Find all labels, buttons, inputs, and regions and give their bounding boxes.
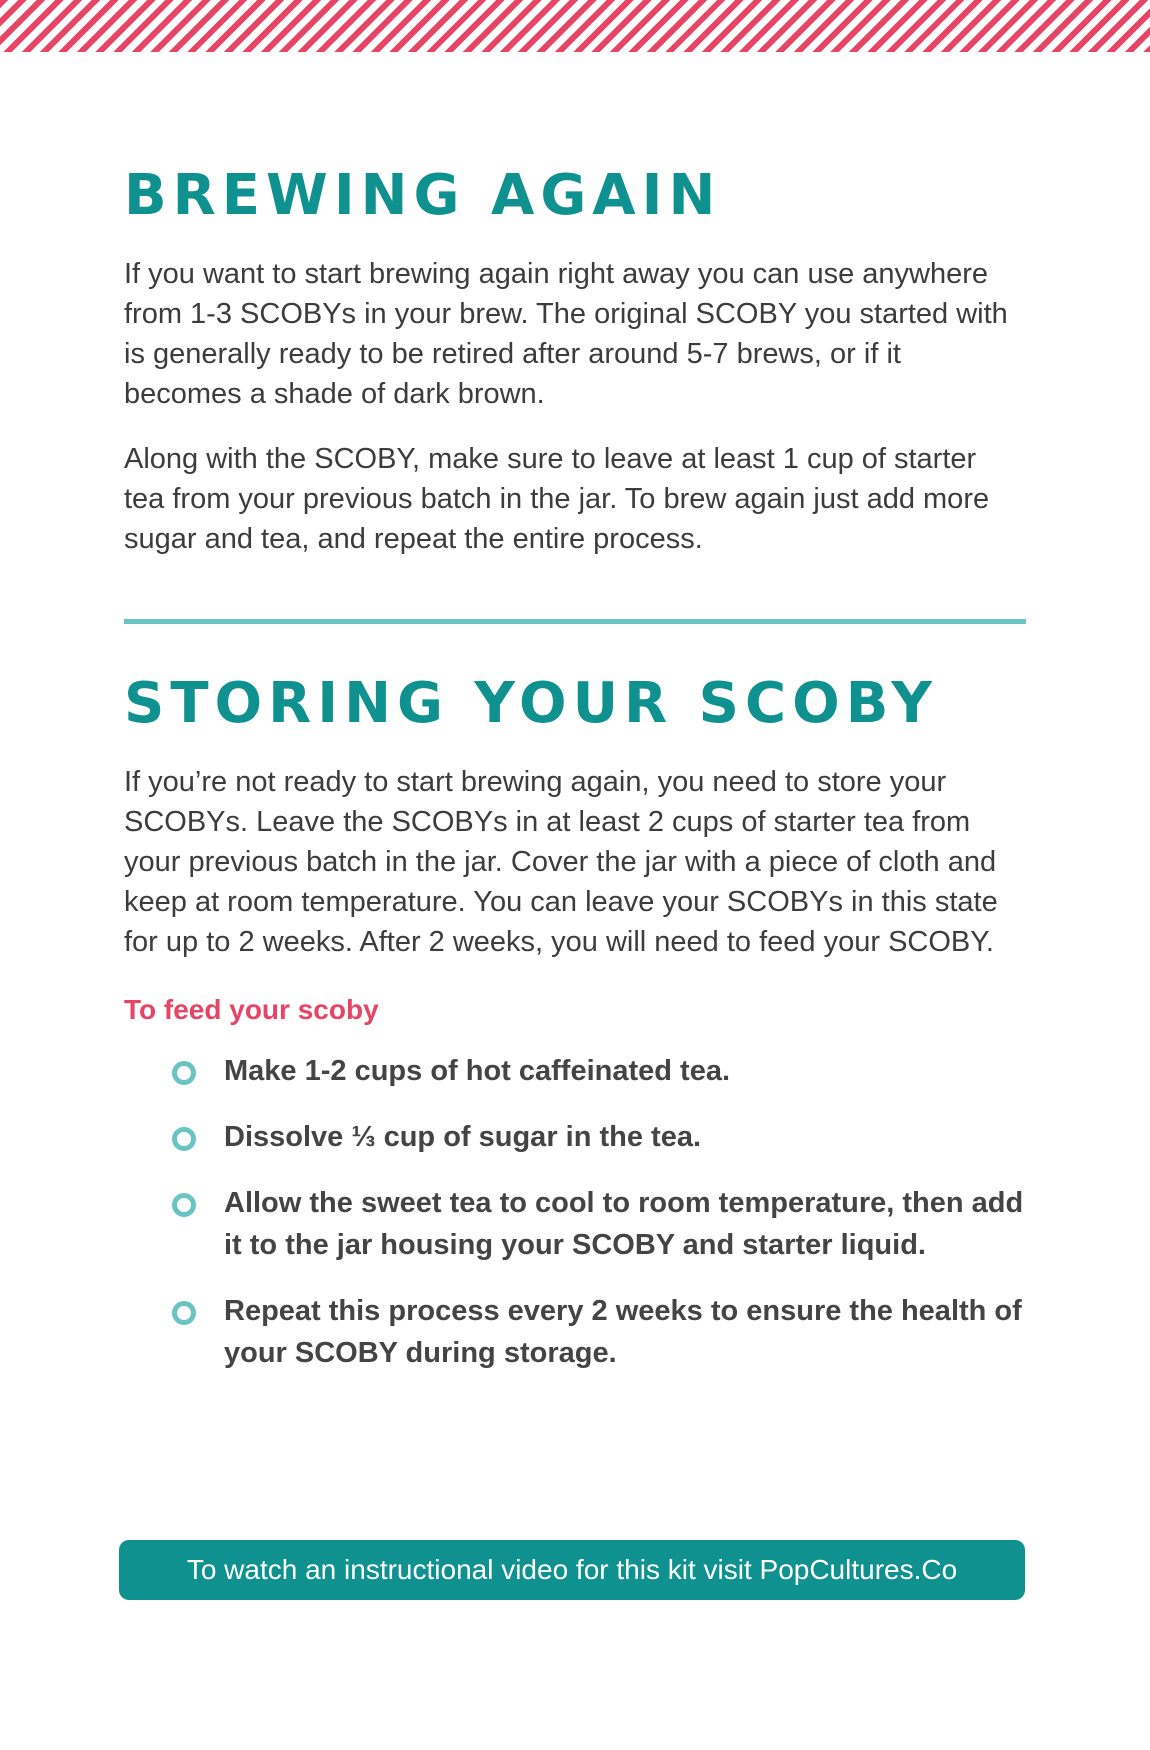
page-content [124,163,1024,1398]
feed-step-text: Make 1-2 cups of hot caffeinated tea. [224,1055,731,1087]
circle-bullet-icon [172,1061,196,1085]
list-item [224,1182,1024,1266]
feed-step-text: Dissolve ⅓ cup of sugar in the tea. [224,1121,702,1153]
circle-bullet-icon [172,1193,196,1217]
storing-scoby-title: STORING YOUR SCOBY [124,671,938,736]
brewing-again-paragraph-2: Along with the SCOBY, make sure to leave at least 1 cup of starter tea from your previous batch in the jar. To brew again just add more sugar and tea, and repeat the entire process. [124,443,990,555]
instructional-video-banner[interactable]: To watch an instructional video for this kit visit PopCultures.Co [119,1540,1025,1600]
list-item [224,1050,1024,1092]
decorative-stripe-band [0,0,1150,52]
list-item [224,1290,1024,1374]
feed-steps-list [124,1050,1024,1374]
section-divider [124,619,1026,624]
list-item [224,1116,1024,1158]
brewing-again-title: BREWING AGAIN [124,163,722,228]
circle-bullet-icon [172,1301,196,1325]
brewing-again-paragraph-1: If you want to start brewing again right away you can use anywhere from 1-3 SCOBYs in your brew. The original SCOBY you started with is generally ready to be retired after around 5-7 brews, or if it becomes a shade of dark brown. [124,258,1008,410]
feed-scoby-subheading: To feed your scoby [124,994,379,1025]
feed-step-text: Allow the sweet tea to cool to room temperature, then add it to the jar housing your SCOBY and starter liquid. [224,1187,1024,1261]
storing-scoby-paragraph: If you’re not ready to start brewing again, you need to store your SCOBYs. Leave the SCOBYs in at least 2 cups of starter tea from your previous batch in the jar. Cover the jar with a piece of cloth and keep at room temperature. You can leave your SCOBYs in this state for up to 2 weeks. After 2 weeks, you will need to feed your SCOBY. [124,766,998,958]
feed-step-text: Repeat this process every 2 weeks to ensure the health of your SCOBY during storage. [224,1295,1022,1369]
circle-bullet-icon [172,1127,196,1151]
